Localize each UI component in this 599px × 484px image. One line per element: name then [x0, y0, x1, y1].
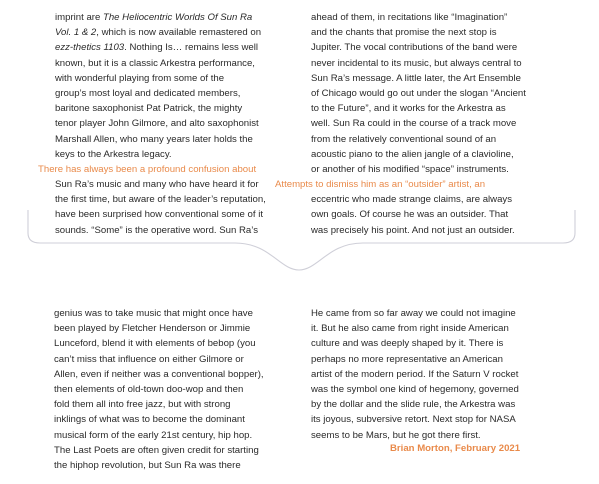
text-line [311, 382, 519, 397]
column-bottom-left [54, 306, 264, 473]
text-segment: from the relatively conventional sound of an [311, 133, 497, 145]
text-segment: it. But he also came from right inside American [311, 323, 509, 335]
text-segment: , which is now available remastered on [96, 27, 262, 39]
text-line [311, 336, 519, 351]
text-line [311, 116, 526, 131]
text-segment: known, but it is a classic Arkestra performance, [55, 57, 255, 69]
text-segment: with wonderful playing from some of the [55, 72, 225, 84]
text-segment: by the dollar and the slide rule, the Arkestra was [311, 399, 516, 411]
text-line [311, 428, 519, 443]
text-segment: and the chants that promise the next stop is [311, 27, 497, 39]
text-line [54, 397, 264, 412]
text-segment: The Last Poets are often given credit for starting [54, 444, 259, 456]
column-top-left [38, 10, 266, 238]
text-segment: tenor player John Gilmore, and alto saxophonist [55, 118, 259, 130]
album-title: Vol. 1 & 2 [55, 27, 97, 39]
text-segment: can’t miss that influence on either Gilmore or [54, 353, 244, 365]
text-segment: Sun Ra’s message. A little later, the Art Ensemble [311, 72, 521, 84]
text-line [55, 86, 266, 101]
text-segment: have been surprised how conventional some of it [55, 209, 263, 221]
text-line [55, 132, 266, 147]
text-line [55, 177, 266, 192]
text-line [311, 86, 526, 101]
text-segment: keys to the Arkestra legacy. [55, 148, 172, 160]
text-line [54, 306, 264, 321]
text-line [38, 162, 266, 177]
text-line [311, 412, 519, 427]
text-segment: then elements of old-town doo-wop and then [54, 383, 244, 395]
text-line [54, 352, 264, 367]
text-segment: to the Future”, and it works for the Arkestra as [311, 103, 506, 115]
text-line [311, 207, 526, 222]
text-segment: . Nothing Is… remains less well [124, 42, 258, 54]
text-line [311, 25, 526, 40]
column-bottom-right [311, 306, 519, 443]
column-top-right [275, 10, 526, 238]
text-segment: own goals. Of course he was an outsider. That [311, 209, 509, 221]
text-segment: seems to be Mars, but he got there first. [311, 429, 481, 441]
album-title: ezz-thetics 1103 [55, 42, 125, 54]
text-line [54, 367, 264, 382]
text-line [54, 412, 264, 427]
text-segment: perhaps no more representative an American [311, 353, 503, 365]
text-segment: of Chicago would go out under the slogan “Ancient [311, 87, 526, 99]
text-line [311, 40, 526, 55]
text-line [54, 428, 264, 443]
text-segment: sounds. “Some” is the operative word. Sun Ra’s [55, 224, 258, 236]
text-line [311, 147, 526, 162]
text-line [311, 56, 526, 71]
text-segment: or another of his modified “space” instruments. [311, 163, 509, 175]
text-line [55, 207, 266, 222]
pull-quote-lead: There has always been a profound confusion about [38, 163, 257, 175]
text-line [55, 71, 266, 86]
text-segment: Allen, even if neither was a conventional bopper), [54, 368, 264, 380]
text-line [55, 116, 266, 131]
text-segment: artist of the modern period. If the Saturn V rocket [311, 368, 519, 380]
text-line [55, 25, 266, 40]
text-segment: fold them all into free jazz, but with strong [54, 399, 231, 411]
text-segment: the hiphop revolution, but Sun Ra was there [54, 459, 241, 471]
text-line [311, 101, 526, 116]
text-segment: eccentric who made strange claims, are always [311, 194, 513, 206]
author-signature: Brian Morton, February 2021 [390, 443, 521, 454]
text-segment: ahead of them, in recitations like “Imagination” [311, 12, 508, 23]
text-line [55, 40, 266, 55]
text-line [311, 162, 526, 177]
text-line [311, 397, 519, 412]
text-segment: Marshall Allen, who many years later holds the [55, 133, 253, 145]
text-segment: the first time, but aware of the leader’s reputation, [55, 194, 266, 206]
text-line [311, 352, 519, 367]
text-line [311, 192, 526, 207]
text-line [311, 367, 519, 382]
text-line [311, 132, 526, 147]
text-line [54, 443, 264, 458]
text-segment: He came from so far away we could not imagine [311, 308, 516, 319]
text-line [311, 321, 519, 336]
text-line [311, 223, 526, 238]
text-segment: well. Sun Ra could in the course of a track move [311, 118, 517, 130]
text-line [55, 223, 266, 238]
text-line [55, 147, 266, 162]
text-line [54, 458, 264, 473]
pull-quote-lead: Attempts to dismiss him as an “outsider” artist, an [275, 179, 486, 191]
text-line [311, 71, 526, 86]
text-segment: Lunceford, blend it with elements of bebop (you [54, 338, 256, 350]
text-segment: inklings of what was to become the dominant [54, 414, 245, 426]
text-segment: genius was to take music that might once have [54, 308, 253, 319]
text-segment: was precisely his point. And not just an outsider. [311, 224, 515, 236]
text-line [311, 10, 526, 25]
text-line [54, 336, 264, 351]
text-line [54, 321, 264, 336]
text-segment: been played by Fletcher Henderson or Jimmie [54, 323, 251, 335]
text-line [55, 56, 266, 71]
text-segment: acoustic piano to the alien jangle of a clavioline, [311, 148, 514, 160]
text-segment: was the symbol one kind of hegemony, governed [311, 383, 519, 395]
text-segment: Jupiter. The vocal contributions of the band were [311, 42, 518, 54]
text-segment: group’s most loyal and dedicated members, [55, 87, 241, 99]
text-line [311, 306, 519, 321]
text-line [54, 382, 264, 397]
text-segment: culture and was deeply shaped by it. There is [311, 338, 504, 350]
album-title: The Heliocentric Worlds Of Sun Ra [102, 12, 253, 23]
text-segment: baritone saxophonist Pat Patrick, the mighty [55, 103, 243, 115]
text-segment: musical form of the early 21st century, hip hop. [54, 429, 253, 441]
text-segment: imprint are [55, 12, 103, 23]
text-segment: never incidental to its music, but always central to [311, 57, 522, 69]
text-segment: its joyous, subversive retort. Next stop for NASA [311, 414, 516, 426]
text-line [55, 10, 266, 25]
text-segment: Sun Ra’s music and many who have heard it for [55, 179, 259, 191]
text-line [55, 192, 266, 207]
text-line [275, 177, 526, 192]
text-line [55, 101, 266, 116]
